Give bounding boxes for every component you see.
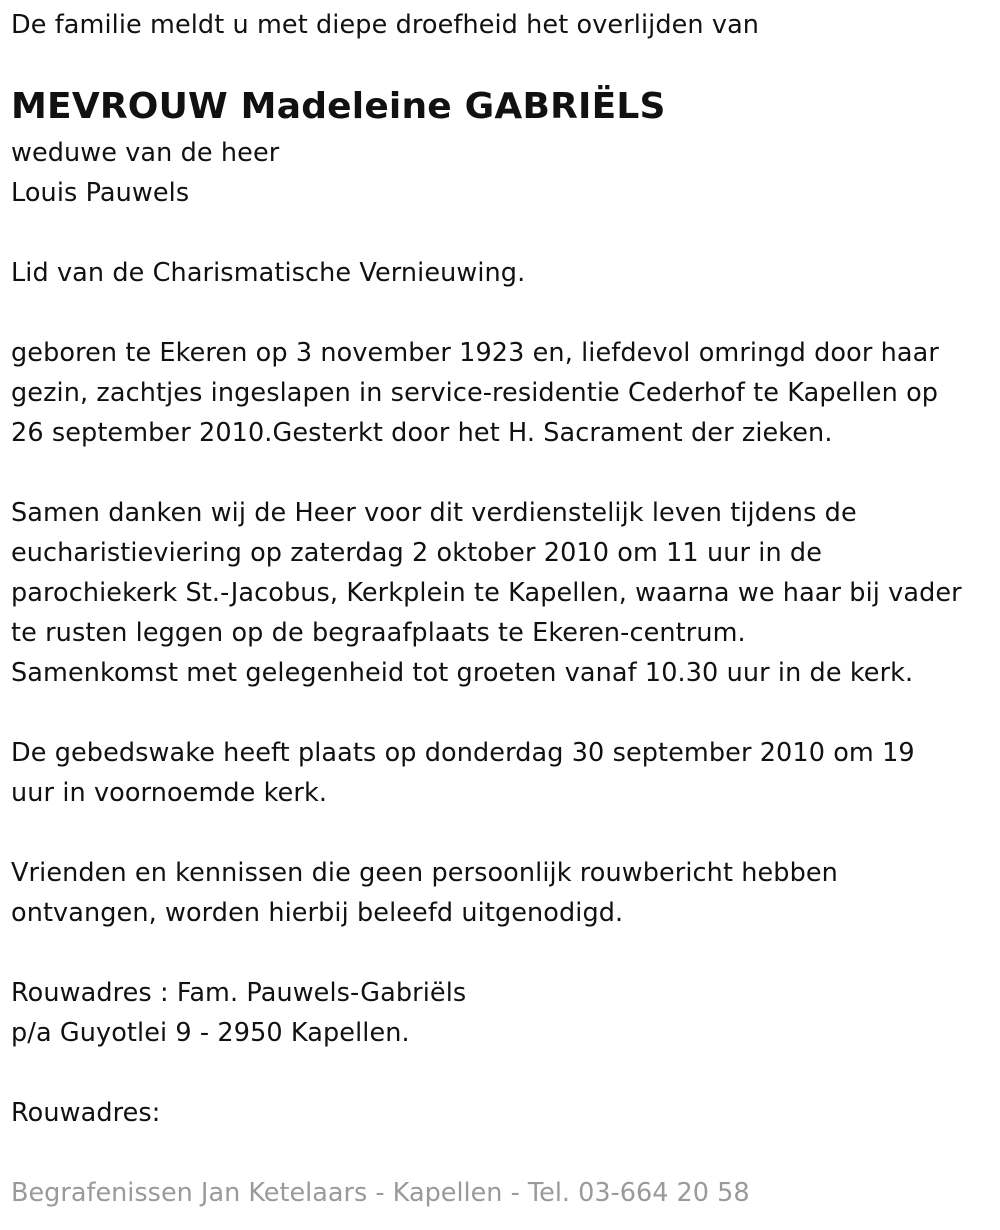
birth-death-paragraph: [11, 333, 996, 453]
paragraph-line: p/a Guyotlei 9 - 2950 Kapellen.: [11, 1018, 410, 1048]
spacer: [11, 933, 996, 973]
spacer: [11, 1053, 996, 1093]
paragraph-line: De gebedswake heeft plaats op donderdag 30 september 2010 om 19: [11, 738, 915, 768]
spacer: [11, 693, 996, 733]
wake-paragraph: [11, 733, 996, 813]
invitation-paragraph: [11, 853, 996, 933]
obituary-notice: [11, 0, 996, 1133]
mourning-address: [11, 973, 996, 1053]
funeral-paragraph: [11, 493, 996, 693]
paragraph-line: Samen danken wij de Heer voor dit verdienstelijk leven tijdens de: [11, 498, 857, 528]
spacer: [11, 453, 996, 493]
paragraph-line: gezin, zachtjes ingeslapen in service-residentie Cederhof te Kapellen op: [11, 378, 939, 408]
paragraph-line: 26 september 2010.Gesterkt door het H. Sacrament der zieken.: [11, 418, 833, 448]
paragraph-line: Rouwadres : Fam. Pauwels-Gabriëls: [11, 978, 467, 1008]
spacer: [11, 293, 996, 333]
paragraph-line: geboren te Ekeren op 3 november 1923 en, liefdevol omringd door haar: [11, 338, 939, 368]
spacer: [11, 213, 996, 253]
paragraph-line: ontvangen, worden hierbij beleefd uitgenodigd.: [11, 898, 624, 928]
widow-of-label: weduwe van de heer: [11, 138, 280, 168]
paragraph-line: Vrienden en kennissen die geen persoonlijk rouwbericht hebben: [11, 858, 838, 888]
spacer: [11, 813, 996, 853]
paragraph-line: te rusten leggen op de begraafplaats te Ekeren-centrum.: [11, 618, 746, 648]
paragraph-line: Samenkomst met gelegenheid tot groeten vanaf 10.30 uur in de kerk.: [11, 658, 914, 688]
paragraph-line: eucharistieviering op zaterdag 2 oktober 2010 om 11 uur in de: [11, 538, 823, 568]
deceased-name: MEVROUW Madeleine GABRIËLS: [11, 86, 666, 127]
membership-text: Lid van de Charismatische Vernieuwing.: [11, 258, 526, 288]
mourning-address-label: Rouwadres:: [11, 1098, 161, 1128]
husband-name: Louis Pauwels: [11, 178, 190, 208]
funeral-home-footer: Begrafenissen Jan Ketelaars - Kapellen - Tel. 03-664 20 58: [11, 1178, 750, 1208]
paragraph-line: parochiekerk St.-Jacobus, Kerkplein te Kapellen, waarna we haar bij vader: [11, 578, 962, 608]
intro-text: De familie meldt u met diepe droefheid het overlijden van: [11, 10, 760, 40]
paragraph-line: uur in voornoemde kerk.: [11, 778, 328, 808]
